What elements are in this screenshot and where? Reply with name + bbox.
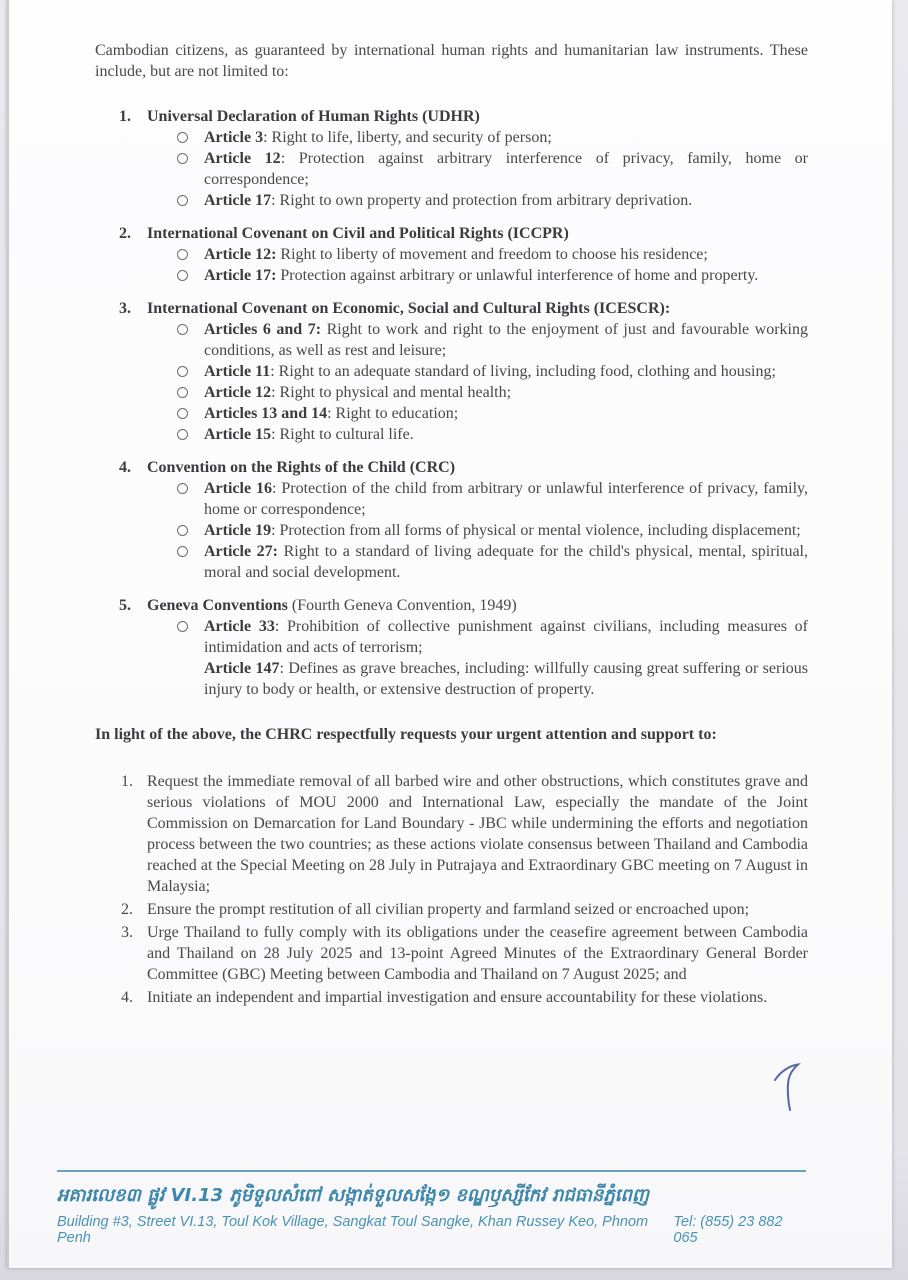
article-label: Article 16 — [204, 480, 273, 497]
article-label: Article 17 — [204, 192, 272, 209]
article-text — [204, 148, 808, 190]
article-label: Article 27: — [204, 543, 278, 560]
article-text — [204, 190, 808, 211]
article-text — [204, 361, 808, 382]
circle-bullet-icon — [177, 546, 188, 557]
footer-address: Building #3, Street VI.13, Toul Kok Village, Sangkat Toul Sangke, Khan Russey Keo, Phnom Penh — [57, 1214, 649, 1246]
requests-list — [95, 771, 808, 1008]
circle-bullet-icon — [177, 366, 188, 377]
article-item — [177, 478, 808, 520]
instrument-section — [95, 223, 808, 286]
section-number: 1. — [119, 108, 131, 125]
article-item — [177, 148, 808, 190]
section-title — [147, 595, 808, 616]
instrument-section — [95, 595, 808, 700]
article-description: : Prohibition of collective punishment against civilians, including measures of intimidation and acts of terrorism; — [204, 618, 808, 656]
request-item — [95, 922, 808, 985]
article-text — [204, 541, 808, 583]
article-text — [204, 265, 808, 286]
article-description: : Right to an adequate standard of living, including food, clothing and housing; — [270, 363, 776, 380]
section-title-suffix: (Fourth Geneva Convention, 1949) — [287, 597, 517, 614]
circle-bullet-icon — [177, 195, 188, 206]
section-title-bold: International Covenant on Economic, Social and Cultural Rights (ICESCR): — [147, 300, 671, 317]
article-description: Protection against arbitrary or unlawful interference of home and property. — [276, 267, 759, 284]
instrument-heading — [95, 106, 808, 127]
article-item — [177, 244, 808, 265]
letter-body — [9, 0, 892, 1010]
section-title — [147, 298, 808, 319]
article-item — [177, 541, 808, 583]
article-text — [204, 658, 808, 700]
article-label: Article 147 — [204, 660, 280, 677]
article-label: Articles 6 and 7: — [204, 321, 322, 338]
article-label: Article 11 — [204, 363, 271, 380]
article-item — [177, 127, 808, 148]
instrument-section — [95, 457, 808, 583]
article-description: Right to a standard of living adequate for the child's physical, mental, spiritual, moral and social development. — [204, 543, 809, 581]
section-number: 2. — [119, 225, 131, 242]
article-text — [204, 319, 808, 361]
footer-khmer-address: អគារលេខ៣ ផ្លូវ VI.13 ភូមិទួលសំពៅ សង្កាត់ទួលសង្កែ១ ខណ្ឌឫស្សីកែវ រាជធានីភ្នំពេញ — [57, 1185, 650, 1206]
circle-bullet-icon — [177, 270, 188, 281]
article-item — [177, 361, 808, 382]
letterhead-footer — [57, 1170, 826, 1246]
article-description: : Protection against arbitrary interference of privacy, family, home or correspondence; — [204, 150, 809, 188]
article-text — [204, 520, 808, 541]
request-number: 1. — [121, 773, 133, 790]
article-description: : Protection from all forms of physical or mental violence, including displacement; — [271, 522, 801, 539]
request-item — [95, 899, 808, 920]
article-description: : Right to education; — [327, 405, 459, 422]
article-text — [204, 403, 808, 424]
article-label: Articles 13 and 14 — [204, 405, 328, 422]
article-label: Article 12 — [204, 384, 272, 401]
article-label: Article 19 — [204, 522, 272, 539]
request-number: 4. — [121, 989, 133, 1006]
request-number: 2. — [121, 901, 133, 918]
article-item — [177, 616, 808, 658]
article-text — [204, 244, 808, 265]
section-title — [147, 106, 808, 127]
article-description: Right to work and right to the enjoyment of just and favourable working conditions, as well as rest and leisure; — [204, 321, 808, 359]
article-item — [177, 265, 808, 286]
section-number: 3. — [119, 300, 131, 317]
instruments-list — [95, 106, 808, 700]
article-description: : Right to own property and protection from arbitrary deprivation. — [271, 192, 693, 209]
footer-telephone: Tel: (855) 23 882 065 — [673, 1214, 783, 1246]
article-description: : Right to cultural life. — [271, 426, 414, 443]
instrument-heading — [95, 595, 808, 616]
article-text — [204, 382, 808, 403]
article-description: : Right to physical and mental health; — [271, 384, 512, 401]
article-item — [177, 382, 808, 403]
article-text — [204, 616, 808, 658]
intro-paragraph: Cambodian citizens, as guaranteed by international human rights and humanitarian law instruments. These include, but are not limited to: — [95, 42, 808, 80]
circle-bullet-icon — [177, 408, 188, 419]
article-item — [177, 658, 808, 700]
request-text: Ensure the prompt restitution of all civilian property and farmland seized or encroached upon; — [147, 901, 750, 918]
section-number: 4. — [119, 459, 131, 476]
instrument-section — [95, 106, 808, 211]
article-label: Article 33 — [204, 618, 275, 635]
article-text — [204, 127, 808, 148]
footer-divider — [57, 1170, 806, 1172]
article-label: Article 17: — [204, 267, 277, 284]
article-item — [177, 424, 808, 445]
article-label: Article 3 — [204, 129, 264, 146]
section-number: 5. — [119, 597, 131, 614]
request-text: Request the immediate removal of all barbed wire and other obstructions, which constitutes grave and serious violations of MOU 2000 and International Law, especially the mandate of the Joint Commission on Demarcation for Land Boundary - JBC while undermining the efforts and negotiation process between the two countries; as these actions violate consensus between Thailand and Cambodia reached at the Special Meeting on 28 July in Putrajaya and Extraordinary GBC meeting on 7 August in Malaysia; — [147, 773, 808, 895]
article-description: Right to liberty of movement and freedom to choose his residence; — [276, 246, 708, 263]
circle-bullet-icon — [177, 153, 188, 164]
section-title — [147, 223, 808, 244]
section-title-bold: Convention on the Rights of the Child (CRC) — [147, 459, 456, 476]
article-item — [177, 520, 808, 541]
handwritten-initial-icon — [768, 1060, 806, 1116]
circle-bullet-icon — [177, 483, 188, 494]
article-text — [204, 424, 808, 445]
circle-bullet-icon — [177, 249, 188, 260]
circle-bullet-icon — [177, 132, 188, 143]
article-description: : Right to life, liberty, and security of person; — [263, 129, 552, 146]
request-number: 3. — [121, 924, 133, 941]
article-label: Article 12: — [204, 246, 277, 263]
circle-bullet-icon — [177, 387, 188, 398]
article-item — [177, 403, 808, 424]
request-item — [95, 987, 808, 1008]
request-text: Initiate an independent and impartial investigation and ensure accountability for these violations. — [147, 989, 768, 1006]
article-item — [177, 319, 808, 361]
document-page — [7, 0, 892, 1268]
circle-bullet-icon — [177, 525, 188, 536]
section-title — [147, 457, 808, 478]
article-text — [204, 478, 808, 520]
instrument-heading — [95, 457, 808, 478]
section-title-bold: Geneva Conventions — [147, 597, 288, 614]
section-title-bold: Universal Declaration of Human Rights (UDHR) — [147, 108, 480, 125]
instrument-heading — [95, 223, 808, 244]
circle-bullet-icon — [177, 429, 188, 440]
section-title-bold: International Covenant on Civil and Political Rights (ICCPR) — [147, 225, 569, 242]
article-description: : Protection of the child from arbitrary or unlawful interference of privacy, family, home or correspondence; — [204, 480, 809, 518]
article-description: : Defines as grave breaches, including: willfully causing great suffering or serious injury to body or health, or extensive destruction of property. — [204, 660, 809, 698]
request-item — [95, 771, 808, 897]
article-item — [177, 190, 808, 211]
instrument-section — [95, 298, 808, 445]
article-label: Article 15 — [204, 426, 272, 443]
request-text: Urge Thailand to fully comply with its obligations under the ceasefire agreement between Cambodia and Thailand on 28 July 2025 and 13-point Agreed Minutes of the Extraordinary General Border Committee (GBC) Meeting between Cambodia and Thailand on 7 August 2025; and — [147, 924, 808, 983]
article-label: Article 12 — [204, 150, 281, 167]
circle-bullet-icon — [177, 621, 188, 632]
circle-bullet-icon — [177, 324, 188, 335]
request-heading: In light of the above, the CHRC respectfully requests your urgent attention and support to: — [95, 726, 717, 743]
instrument-heading — [95, 298, 808, 319]
